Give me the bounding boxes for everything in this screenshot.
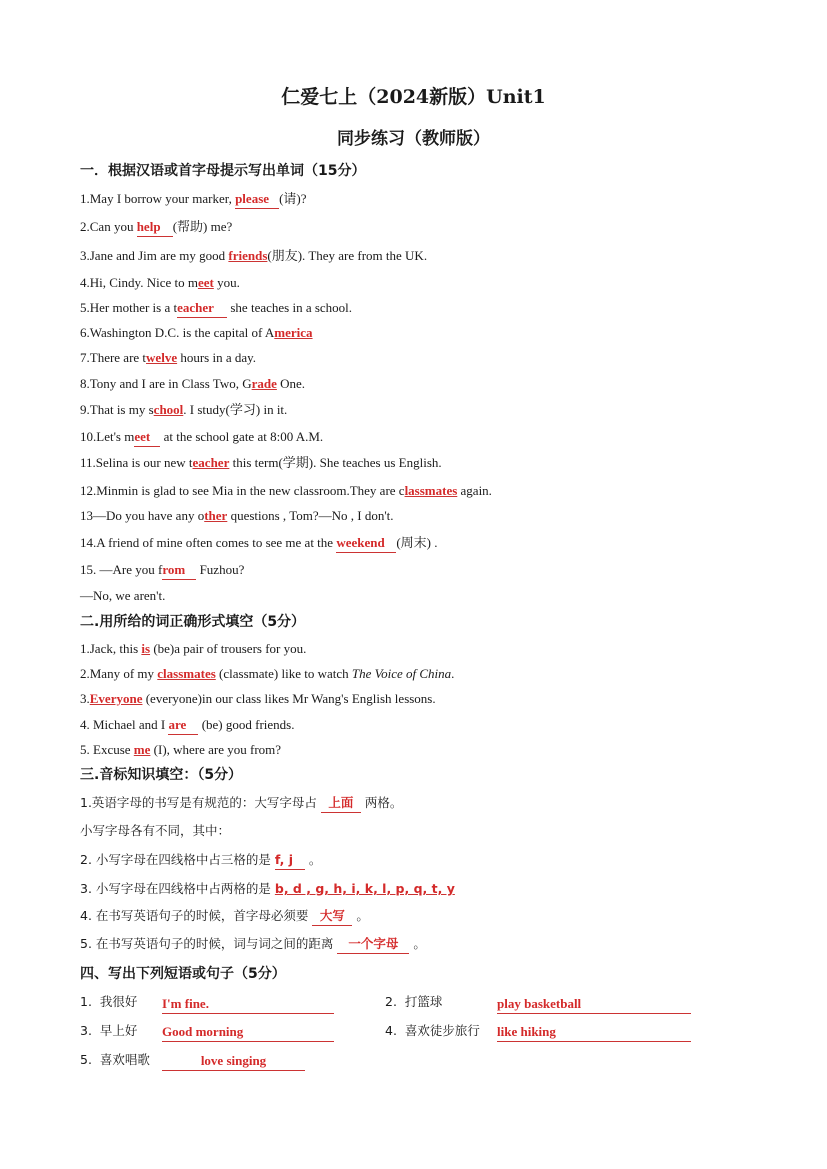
s1-question-12: 12.Minmin is glad to see Mia in the new classroom.They are classmates again. — [80, 483, 492, 498]
s1-question-1: 1.May I borrow your marker, please (请)? — [80, 190, 307, 209]
s4-item-2: 2. 打篮球 — [385, 994, 443, 1009]
s3-question-2: 2. 小写字母在四线格中占三格的是 f, j 。 — [80, 851, 321, 870]
s1-answer-6: merica — [274, 325, 313, 340]
s2-question-5: 5. Excuse me (I), where are you from? — [80, 742, 282, 757]
s4-answer-2: play basketball — [497, 996, 582, 1011]
section4-heading: 四、写出下列短语或句子（5分） — [80, 966, 286, 982]
s1-answer-3: friends — [228, 248, 268, 263]
s1-question-2: 2.Can you help (帮助) me? — [80, 218, 232, 237]
s3-question-1: 1.英语字母的书写是有规范的：大写字母占 上面 两格。 — [80, 794, 402, 813]
s1-answer-9: chool — [153, 402, 184, 417]
s4-answer-4: like hiking — [497, 1024, 556, 1039]
s1-answer-13: ther — [204, 508, 228, 523]
s1-question-4: 4.Hi, Cindy. Nice to meet you. — [80, 275, 240, 290]
s4-item-1: 1. 我很好 — [80, 994, 138, 1009]
s1-question-7: 7.There are twelve hours in a day. — [80, 350, 257, 365]
s1-answer-2: help — [136, 219, 161, 234]
s1-answer-11: eacher — [192, 455, 230, 470]
s3-answer-3: b, d , g, h, i, k, l, p, q, t, y — [274, 881, 455, 896]
s1-question-8: 8.Tony and I are in Class Two, Grade One. — [80, 376, 306, 391]
s1-question-14: 14.A friend of mine often comes to see me at the weekend (周末) . — [80, 534, 437, 553]
s1-question-11: 11.Selina is our new teacher this term(学期). She teaches us English. — [80, 455, 442, 470]
s2-answer-1: is — [141, 641, 151, 656]
s3-question-3: 3. 小写字母在四线格中占两格的是 b, d , g, h, i, k, l, p, q, t, y — [80, 881, 455, 896]
section2-heading: 二.用所给的词正确形式填空（5分） — [80, 614, 306, 630]
s1-question-3: 3.Jane and Jim are my good friends(朋友). They are from the UK. — [80, 248, 428, 263]
s1-answer-10: eet — [134, 429, 151, 444]
s1-question-15: 15. —Are you from Fuzhou? — [80, 561, 244, 580]
s1-answer-7: welve — [146, 350, 178, 365]
s1-question-15-reply: —No, we aren't. — [80, 588, 166, 603]
s1-question-10: 10.Let's meet at the school gate at 8:00 A.M. — [80, 428, 323, 447]
s1-answer-12: lassmates — [404, 483, 458, 498]
s1-answer-1: please — [235, 191, 270, 206]
s3-answer-1: 上面 — [328, 795, 354, 810]
s2-answer-2: classmates — [157, 666, 216, 681]
s1-answer-14: weekend — [336, 535, 385, 550]
s2-question-4: 4. Michael and I are (be) good friends. — [80, 716, 294, 735]
s3-answer-2: f, j — [274, 852, 294, 867]
s3-question-5: 5. 在书写英语句子的时候，词与词之间的距离 一个字母 。 — [80, 935, 426, 954]
s3-intro: 小写字母各有不同，其中： — [80, 823, 231, 838]
s1-question-9: 9.That is my school. I study(学习) in it. — [80, 402, 288, 417]
s2-answer-4: are — [168, 717, 187, 732]
s4-item-5: 5. 喜欢唱歌 — [80, 1052, 150, 1067]
document-title: 仁爱七上（2024新版）Unit1 — [281, 86, 546, 108]
s1-question-5: 5.Her mother is a teacher she teaches in a school. — [80, 299, 352, 318]
s3-question-4: 4. 在书写英语句子的时候，首字母必须要 大写 。 — [80, 907, 369, 926]
s2-question-1: 1.Jack, this is (be)a pair of trousers for you. — [80, 641, 307, 656]
section3-heading: 三.音标知识填空：（5分） — [80, 767, 243, 783]
s4-item-3: 3. 早上好 — [80, 1023, 138, 1038]
document-subtitle: 同步练习（教师版） — [337, 129, 490, 149]
s4-answer-5: love singing — [200, 1053, 267, 1068]
s3-answer-4: 大写 — [319, 908, 345, 923]
s2-question-2: 2.Many of my classmates (classmate) like to watch The Voice of China. — [80, 666, 455, 681]
s2-answer-5: me — [133, 742, 151, 757]
s2-question-3: 3.Everyone (everyone)in our class likes Mr Wang's English lessons. — [80, 691, 436, 706]
s1-answer-5: eacher — [177, 300, 214, 315]
s2-answer-3: Everyone — [89, 691, 143, 706]
s4-item-4: 4. 喜欢徒步旅行 — [385, 1023, 480, 1038]
section1-heading: 一．根据汉语或首字母提示写出单词（15分） — [80, 163, 366, 179]
s3-answer-5: 一个字母 — [348, 936, 399, 951]
s1-answer-15: rom — [162, 562, 186, 577]
s4-answer-1: I'm fine. — [162, 996, 209, 1011]
s1-question-6: 6.Washington D.C. is the capital of America — [80, 325, 313, 340]
s1-answer-4: eet — [197, 275, 214, 290]
s1-answer-8: rade — [251, 376, 277, 391]
s4-answer-3: Good morning — [162, 1024, 244, 1039]
s1-question-13: 13—Do you have any other questions , Tom?—No , I don't. — [80, 508, 394, 523]
